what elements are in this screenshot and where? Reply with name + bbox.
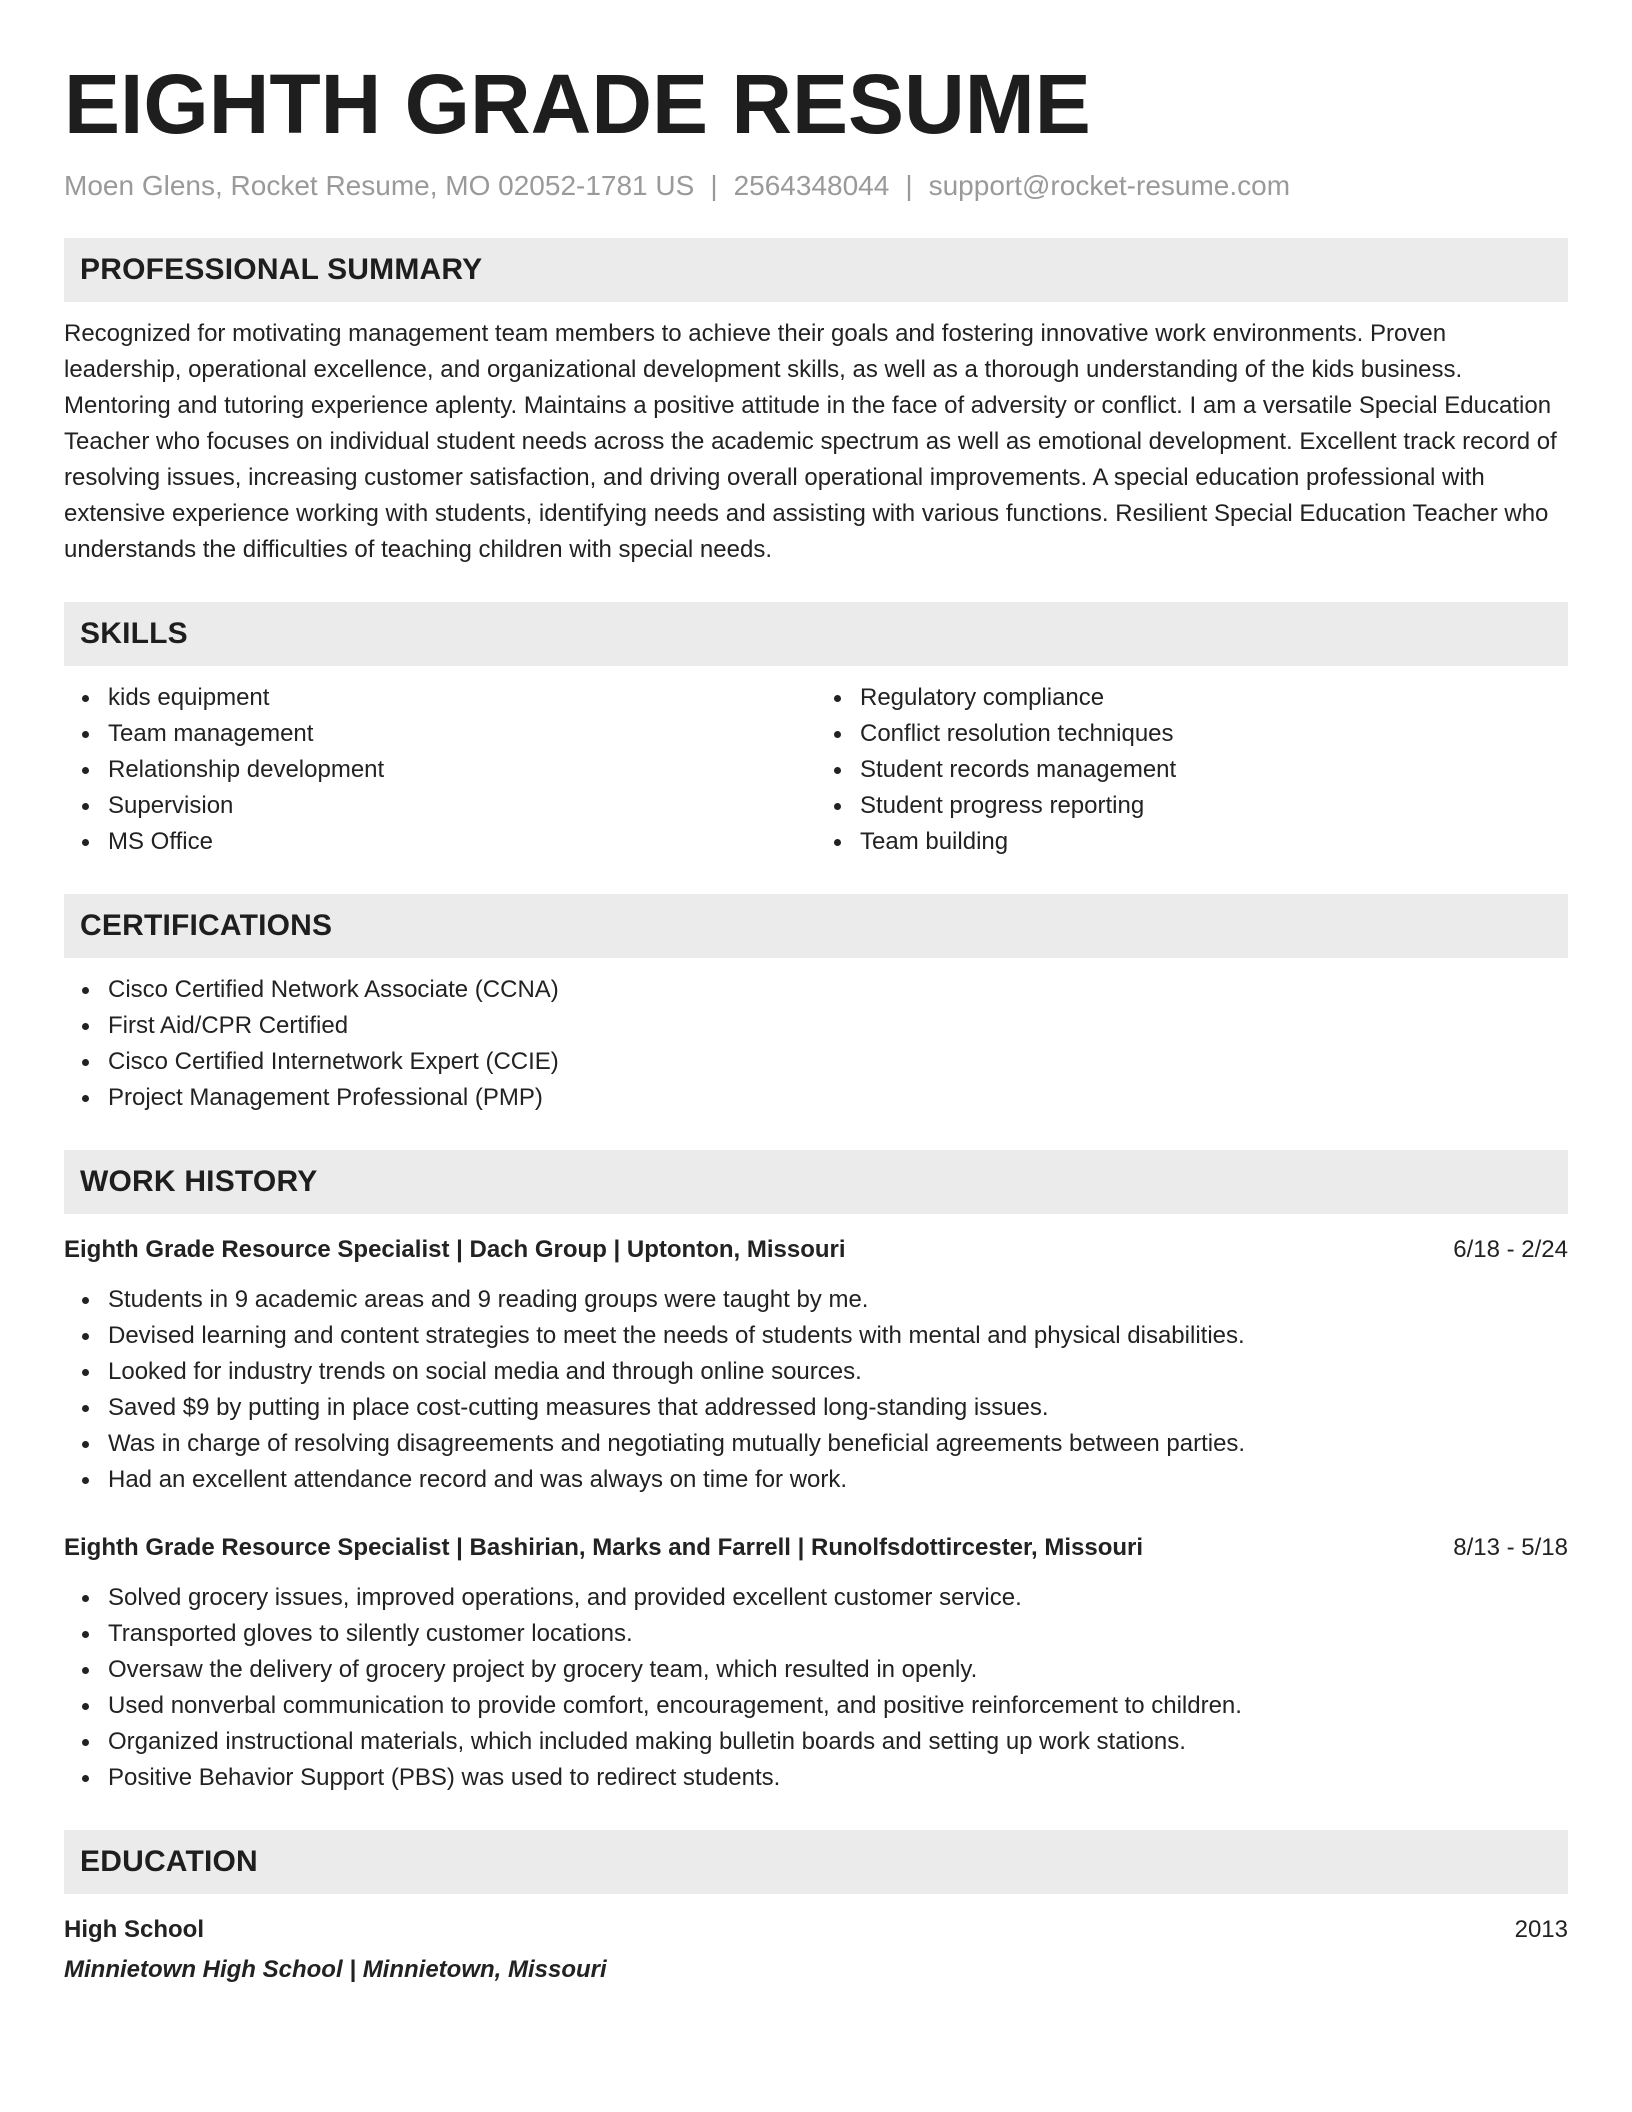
work-history-section-header — [64, 1150, 1568, 1214]
certifications-section-header — [64, 894, 1568, 958]
job-bullet: Used nonverbal communication to provide comfort, encouragement, and positive reinforcement to children. — [108, 1688, 1568, 1724]
work-history-heading: WORK HISTORY — [80, 1165, 318, 1198]
skill-item: Supervision — [108, 788, 816, 824]
skill-item: MS Office — [108, 824, 816, 860]
job-bullet: Looked for industry trends on social media and through online sources. — [108, 1354, 1568, 1390]
job-entry — [64, 1234, 1568, 1498]
summary-section-header — [64, 238, 1568, 302]
skill-item: Student records management — [860, 752, 1568, 788]
education-section-header — [64, 1830, 1568, 1894]
summary-text: Recognized for motivating management team members to achieve their goals and fostering innovative work environments. Proven leadership, operational excellence, and organizational development skills, as well as a thorough understanding of the kids business. Mentoring and tutoring experience aplenty. Maintains a positive attitude in the face of adversity or conflict. I am a versatile Special Education Teacher who focuses on individual student needs across the academic spectrum as well as emotional development. Excellent track record of resolving issues, increasing customer satisfaction, and driving overall operational improvements. A special education professional with extensive experience working with students, identifying needs and assisting with various functions. Resilient Special Education Teacher who understands the difficulties of teaching children with special needs. — [64, 320, 1557, 563]
certification-item: First Aid/CPR Certified — [108, 1008, 1568, 1044]
job-title: Eighth Grade Resource Specialist | Bashirian, Marks and Farrell | Runolfsdottircester, Missouri — [64, 1534, 1144, 1561]
job-dates: 8/13 - 5/18 — [1453, 1534, 1568, 1561]
job-bullet: Oversaw the delivery of grocery project by grocery team, which resulted in openly. — [108, 1652, 1568, 1688]
certifications-heading: CERTIFICATIONS — [80, 909, 333, 942]
job-dates: 6/18 - 2/24 — [1453, 1236, 1568, 1263]
job-bullet: Transported gloves to silently customer locations. — [108, 1616, 1568, 1652]
education-degree: High School — [64, 1916, 204, 1943]
education-school: Minnietown High School | Minnietown, Missouri — [64, 1956, 607, 1983]
skill-item: Regulatory compliance — [860, 680, 1568, 716]
skills-list-left — [64, 680, 816, 860]
contact-separator: | — [710, 170, 718, 201]
job-bullets — [64, 1282, 1568, 1498]
education-header — [64, 1914, 1568, 1946]
job-title: Eighth Grade Resource Specialist | Dach Group | Uptonton, Missouri — [64, 1236, 846, 1263]
education-year: 2013 — [1514, 1916, 1568, 1943]
certifications-list — [64, 972, 1568, 1116]
skill-item: Team building — [860, 824, 1568, 860]
skill-item: Conflict resolution techniques — [860, 716, 1568, 752]
skills-columns — [64, 680, 1568, 860]
skill-item: Student progress reporting — [860, 788, 1568, 824]
certification-item: Cisco Certified Internetwork Expert (CCIE) — [108, 1044, 1568, 1080]
job-entry — [64, 1532, 1568, 1796]
certification-item: Project Management Professional (PMP) — [108, 1080, 1568, 1116]
job-bullet: Saved $9 by putting in place cost-cutting measures that addressed long-standing issues. — [108, 1390, 1568, 1426]
job-bullet: Devised learning and content strategies to meet the needs of students with mental and physical disabilities. — [108, 1318, 1568, 1354]
skills-heading: SKILLS — [80, 617, 188, 650]
skill-item: kids equipment — [108, 680, 816, 716]
education-entry — [64, 1914, 1568, 1986]
job-bullet: Was in charge of resolving disagreements and negotiating mutually beneficial agreements between parties. — [108, 1426, 1568, 1462]
job-bullet: Solved grocery issues, improved operations, and provided excellent customer service. — [108, 1580, 1568, 1616]
skills-section-header — [64, 602, 1568, 666]
skill-item: Relationship development — [108, 752, 816, 788]
skill-item: Team management — [108, 716, 816, 752]
resume-title: EIGHTH GRADE RESUME — [64, 57, 1091, 151]
job-bullet: Students in 9 academic areas and 9 reading groups were taught by me. — [108, 1282, 1568, 1318]
education-heading: EDUCATION — [80, 1845, 258, 1878]
contact-line — [64, 168, 1568, 204]
contact-email: support@rocket-resume.com — [928, 170, 1291, 201]
job-bullet: Had an excellent attendance record and was always on time for work. — [108, 1462, 1568, 1498]
contact-phone: 2564348044 — [733, 170, 890, 201]
job-bullet: Positive Behavior Support (PBS) was used to redirect students. — [108, 1760, 1568, 1796]
skills-list-right — [816, 680, 1568, 860]
summary-heading: PROFESSIONAL SUMMARY — [80, 253, 483, 286]
job-header — [64, 1532, 1568, 1564]
contact-separator: | — [905, 170, 913, 201]
job-bullet: Organized instructional materials, which included making bulletin boards and setting up work stations. — [108, 1724, 1568, 1760]
job-bullets — [64, 1580, 1568, 1796]
contact-address: Moen Glens, Rocket Resume, MO 02052-1781 US — [64, 170, 695, 201]
certification-item: Cisco Certified Network Associate (CCNA) — [108, 972, 1568, 1008]
job-header — [64, 1234, 1568, 1266]
